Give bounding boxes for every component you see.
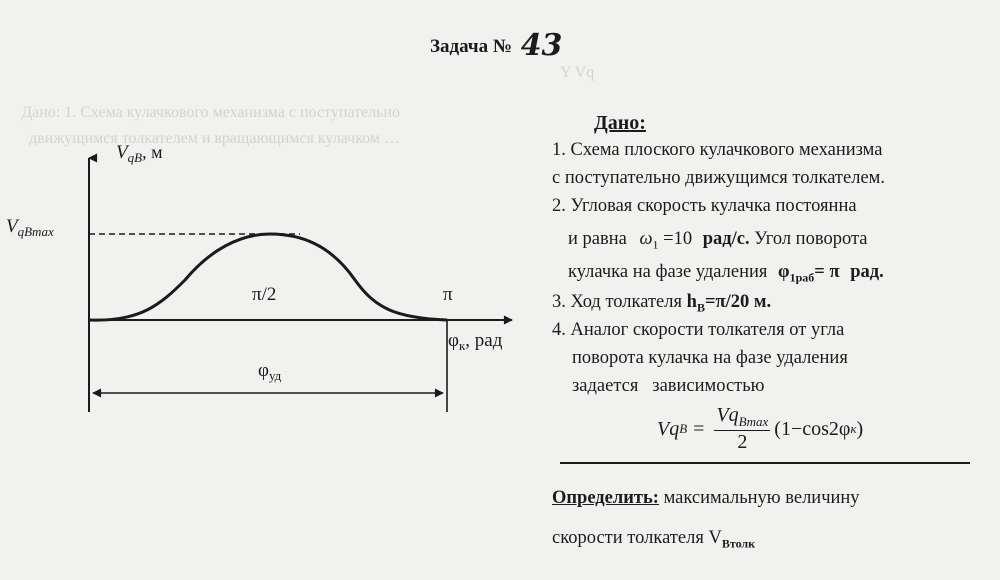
formula-denominator: 2 — [737, 431, 748, 453]
given-item-1-line-1: 1. Схема плоского кулачкового механизма — [552, 140, 883, 160]
phi-symbol: φ — [778, 262, 790, 282]
stroke-symbol: h — [686, 292, 697, 312]
formula-lhs-sub: B — [679, 421, 688, 436]
given-item-4-line-2: поворота кулачка на фазе удаления — [572, 348, 848, 368]
phi-value: = π — [814, 262, 840, 282]
vmax-label: $V_{qBmax}$ — [6, 216, 54, 239]
phi-unit: рад. — [850, 262, 884, 282]
find-text: максимальную величину — [658, 488, 860, 508]
problem-number: 43 — [520, 28, 563, 63]
formula-numerator — [714, 404, 770, 431]
problem-title-label: Задача № — [430, 36, 512, 57]
formula-rhs: (1−cos2φ — [774, 417, 851, 440]
given-heading: Дано: — [594, 112, 646, 134]
separator-line — [560, 462, 970, 464]
given-item-4-line-3: задается зависимостью — [572, 376, 765, 396]
formula-fraction — [714, 404, 770, 454]
velocity-formula — [657, 404, 863, 454]
find-velocity-subscript: Bтолк — [721, 536, 756, 551]
find-heading: Определить: — [552, 488, 659, 508]
given-item-2-line-1: 2. Угловая скорость кулачка постоянна — [552, 196, 857, 216]
formula-rhs-sub: к — [850, 421, 857, 436]
given-item-2-text-b: Угол поворота — [754, 229, 868, 249]
given-item-4-line-1: 4. Аналог скорости толкателя от угла — [552, 320, 845, 340]
formula-numerator-text: Vq — [716, 404, 739, 426]
formula-equals: = — [693, 417, 705, 440]
formula-numerator-sub: Bmax — [738, 414, 769, 429]
y-axis-label: $V_{qB}$, м — [116, 142, 163, 165]
phi-subscript: 1раб — [789, 270, 815, 285]
find-line-2 — [552, 528, 755, 552]
omega-symbol: ω — [639, 229, 653, 249]
phase-label: $\varphi_{уд}$ — [258, 360, 282, 383]
mid-tick-label: π/2 — [252, 284, 277, 305]
velocity-curve — [89, 234, 447, 320]
given-item-2-line-3 — [568, 262, 884, 286]
bleed-through-text-right: Y Vq — [560, 64, 595, 81]
given-item-1-line-2: с поступательно движущимся толкателем. — [552, 168, 885, 188]
formula-lhs: Vq — [657, 417, 680, 440]
end-tick-label: π — [443, 284, 453, 305]
given-item-2-text-a: и равна — [568, 229, 627, 249]
omega-value: =10 — [658, 229, 693, 249]
given-item-3 — [552, 292, 771, 316]
find-text-2: скорости толкателя V — [552, 528, 722, 548]
omega-subscript: 1 — [652, 237, 659, 252]
stroke-subscript: B — [696, 300, 705, 315]
formula-rhs-end: ) — [856, 417, 864, 440]
given-item-3-text: 3. Ход толкателя — [552, 292, 683, 312]
x-axis-label: $\varphi_к$, рад — [448, 330, 503, 353]
given-item-2-line-2 — [568, 229, 867, 253]
given-item-2-text-c: кулачка на фазе удаления — [568, 262, 768, 282]
find-line-1 — [552, 488, 860, 509]
bleed-through-text-left: Дано: 1. Схема кулачкового механизма с поступательно движущимся толкателем и вращающимся кулачком … — [21, 104, 400, 147]
omega-unit: рад/с. — [702, 229, 750, 249]
stroke-value: =π/20 м. — [704, 292, 772, 312]
